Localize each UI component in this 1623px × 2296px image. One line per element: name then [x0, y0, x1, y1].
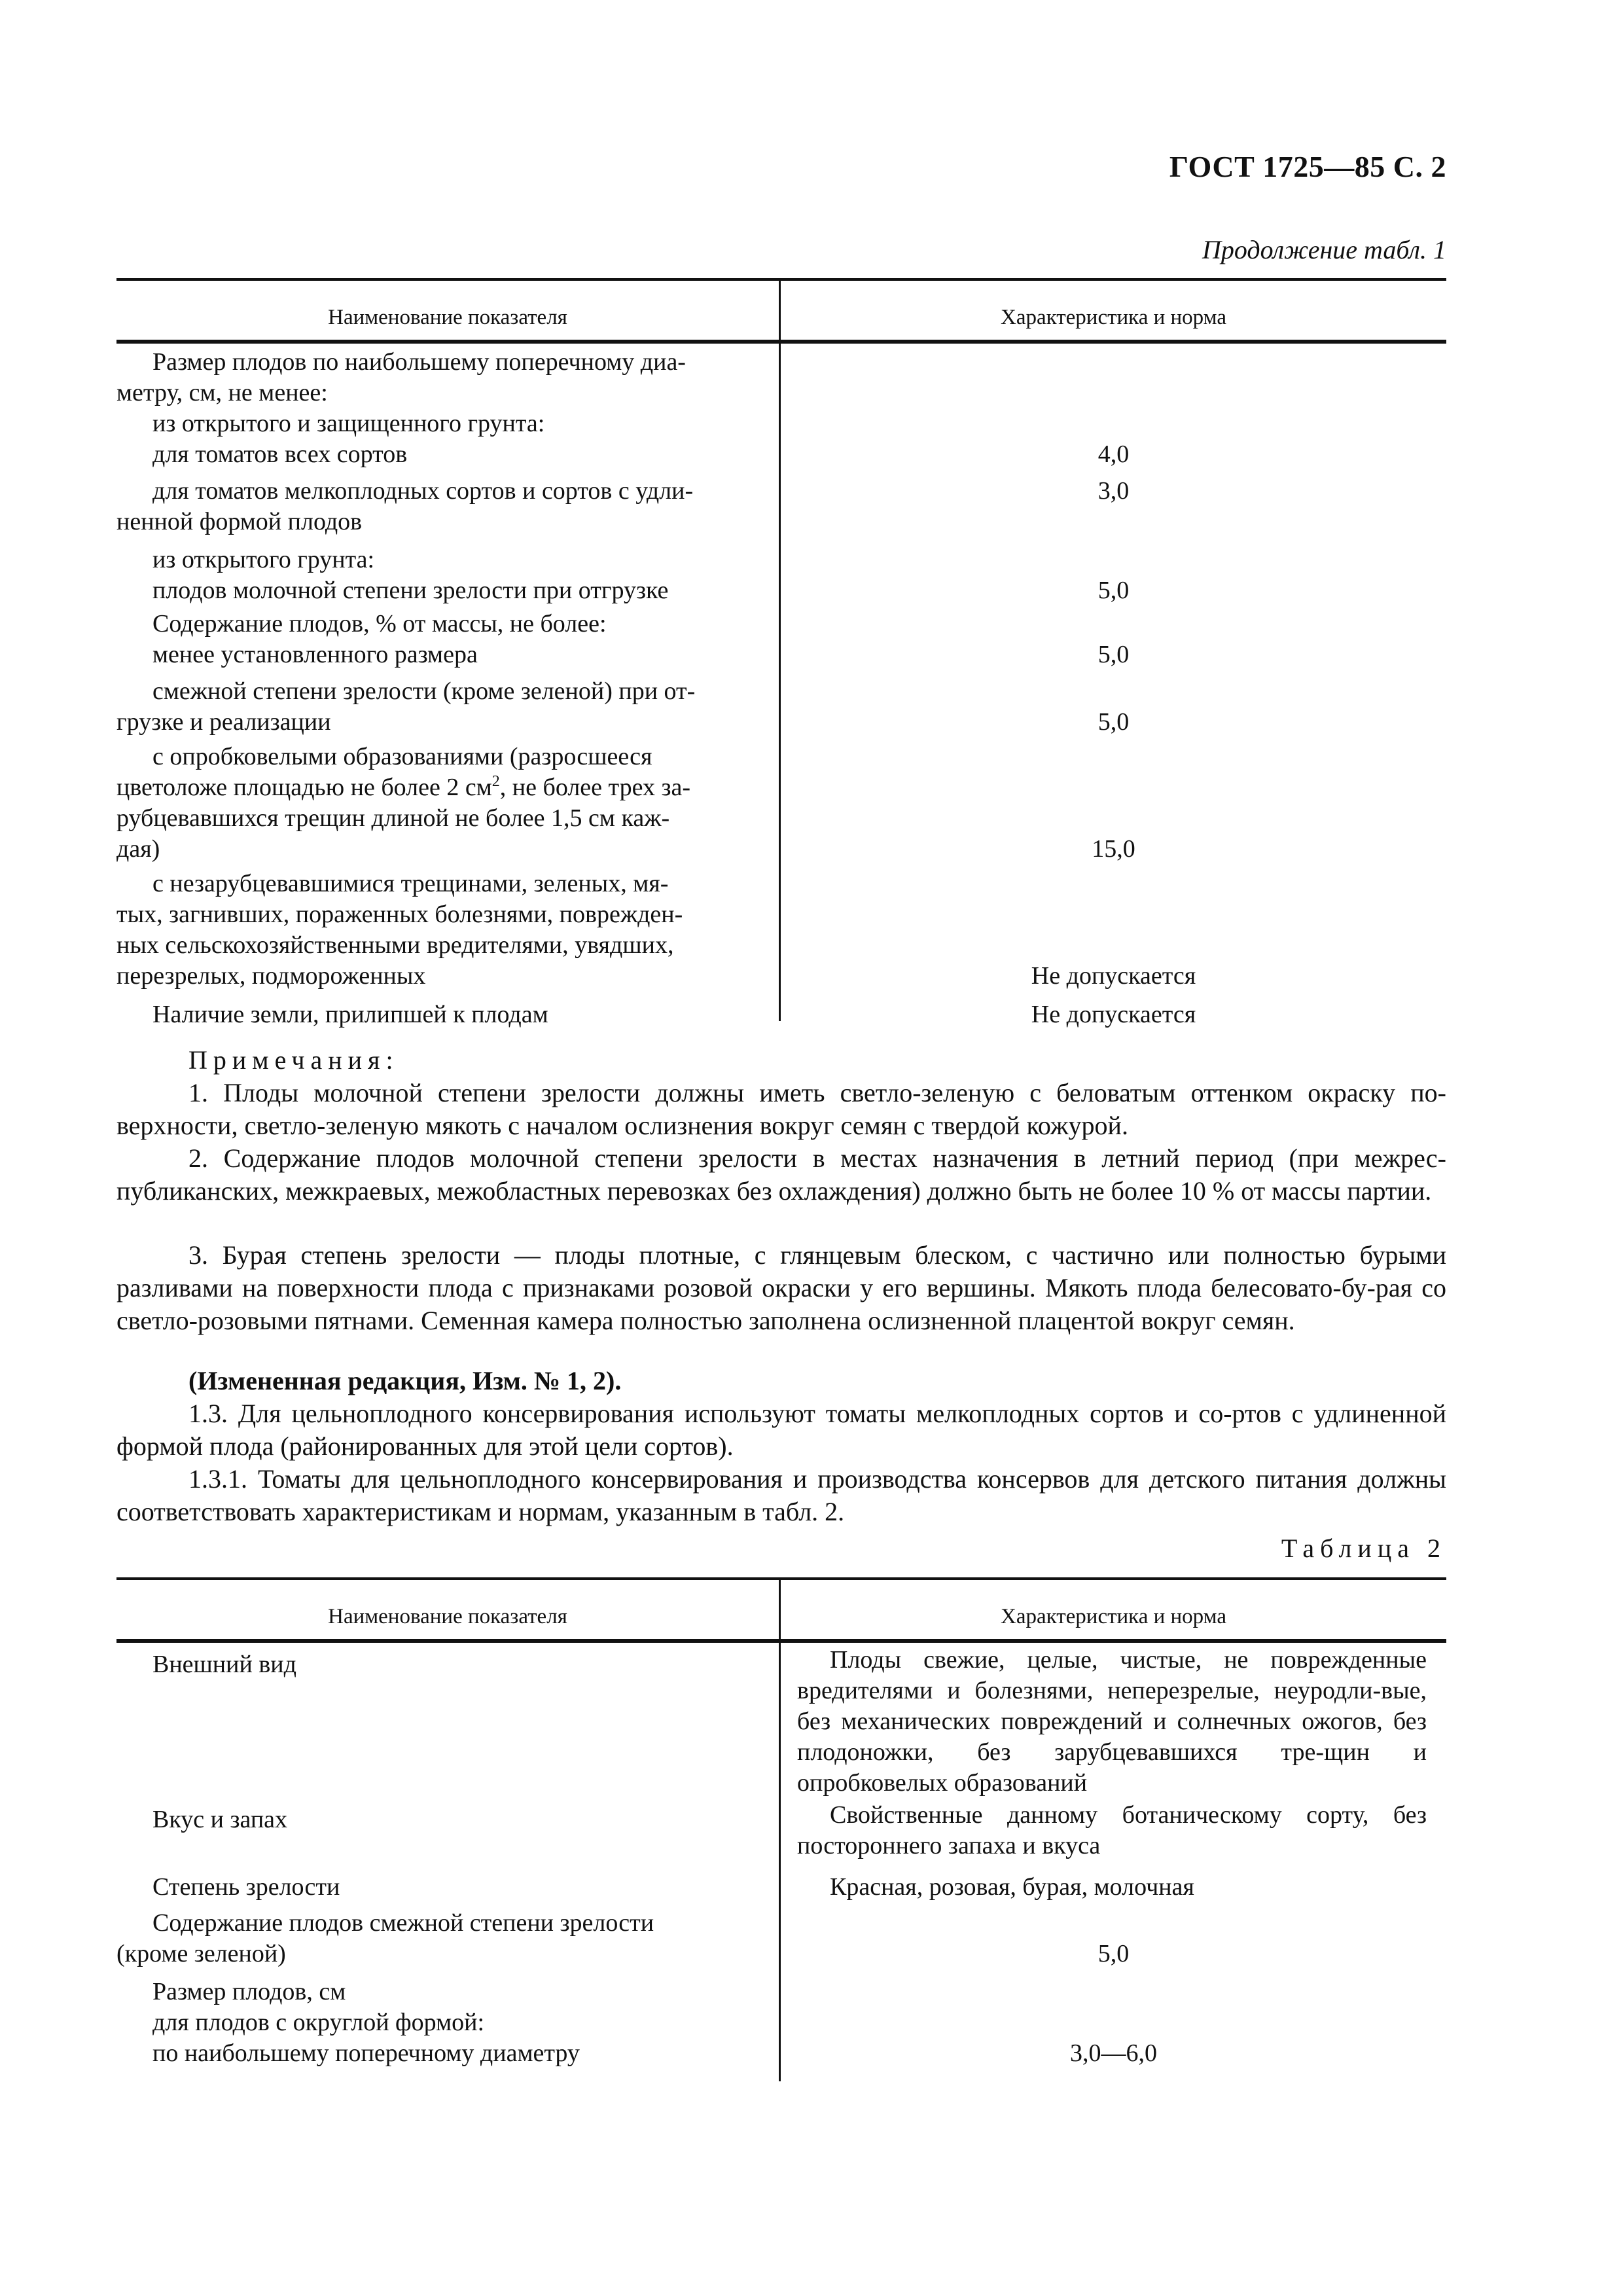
- table-1: [116, 278, 1446, 1028]
- col-header-value: Характеристика и норма: [1001, 306, 1226, 329]
- row-value: Свойственные данному ботаническому сорту, без постороннего запаха и вкуса: [797, 1801, 1427, 1859]
- col-header-name: Наименование показателя: [328, 306, 567, 329]
- paragraph-1-3: 1.3. Для цельноплодного консервирования используют томаты мелкоплодных сортов и со-ртов с удлиненной формой плода (районированных для этой цели сортов).: [116, 1399, 1446, 1461]
- table-top-rule: [116, 278, 1446, 281]
- row-value: Не допускается: [1031, 1001, 1196, 1028]
- table-row: Вкус и запах: [152, 1806, 288, 1833]
- paragraph-1-3-1: 1.3.1. Томаты для цельноплодного консервирования и производства консервов для детского питания должны соответствовать характеристикам и нормам, указанным в табл. 2.: [116, 1464, 1446, 1526]
- row-value: 3,0—6,0: [1070, 2039, 1157, 2067]
- table-row: Наличие земли, прилипшей к плодам: [152, 1001, 548, 1028]
- row-value: 4,0: [1097, 440, 1130, 468]
- table-row: Содержание плодов смежной степени зрелости (кроме зеленой): [116, 1909, 654, 1967]
- notes-title: Примечания:: [188, 1045, 399, 1075]
- col-header-name: Наименование показателя: [328, 1605, 567, 1628]
- amendment-note: (Измененная редакция, Изм. № 1, 2).: [188, 1366, 622, 1395]
- table-row: Степень зрелости: [152, 1873, 340, 1901]
- row-value: 5,0: [1097, 641, 1130, 668]
- header-rule: [116, 340, 1446, 344]
- note-3: 3. Бурая степень зрелости — плоды плотные, с глянцевым блеском, с частично или полностью бурыми разливами на поверхности плода с признаками розовой окраски у его вершины. Мякоть плода белесовато-бу-рая со светло-розовыми пятнами. Семенная камера полностью заполнена ослизненной плацентой вокруг семян.: [116, 1240, 1446, 1335]
- note-1: 1. Плоды молочной степени зрелости должны иметь светло-зеленую с беловатым оттенком окраску по-верхности, светло-зеленую мякоть с началом ослизнения вокруг семян с твердой кожурой.: [116, 1078, 1446, 1140]
- row-value: Не допускается: [1031, 962, 1196, 990]
- col-header-value: Характеристика и норма: [1001, 1605, 1226, 1628]
- row-value: Плоды свежие, целые, чистые, не поврежденные вредителями и болезнями, неперезрелые, неуродли-вые, без механических повреждений и солнечных ожогов, без плодоножки, без зарубцевавшихся тре-щин и опробковелых образований: [797, 1646, 1427, 1797]
- row-value: Красная, розовая, бурая, молочная: [830, 1873, 1194, 1901]
- table-row: Размер плодов, см для плодов с округлой формой: по наибольшему поперечному диаметру: [152, 1978, 580, 2067]
- row-value: 3,0: [1097, 477, 1130, 505]
- header-rule: [116, 1639, 1446, 1643]
- note-2: 2. Содержание плодов молочной степени зрелости в местах назначения в летний период (при межрес-публиканских, межкраевых, межобластных перевозках без охлаждения) должно быть не более 10 % от массы партии.: [116, 1143, 1446, 1206]
- table-2: [116, 1577, 1446, 2081]
- row-value: 5,0: [1097, 708, 1130, 736]
- table-row: из открытого грунта: плодов молочной степени зрелости при отгрузке: [152, 546, 669, 604]
- table-top-rule: [116, 1577, 1446, 1580]
- row-value: 15,0: [1092, 835, 1135, 863]
- table-continuation-label: Продолжение табл. 1: [1202, 235, 1446, 264]
- table-row: Внешний вид: [152, 1651, 296, 1678]
- table-row: с опробковелыми образованиями (разросшееся цветоложе площадью не более 2 $см^2$, не более трех за- рубцевавшихся трещин длиной не более 1,5 см каж- дая): [116, 743, 690, 863]
- row-value: 5,0: [1097, 577, 1130, 604]
- table-row: с незарубцевавшимися трещинами, зеленых, мя- тых, загнивших, пораженных болезнями, поврежден- ных сельскохозяйственными вредителями, увядших, перезрелых, подмороженных: [116, 870, 683, 990]
- table-row: для томатов мелкоплодных сортов и сортов с удли- ненной формой плодов: [116, 477, 694, 535]
- document-reference: ГОСТ 1725—85 С. 2: [1169, 150, 1446, 183]
- table-row: Содержание плодов, % от массы, не более: менее установленного размера: [152, 610, 607, 668]
- table-row: Размер плодов по наибольшему поперечному диа- метру, см, не менее: из открытого и защищенного грунта: для томатов всех сортов: [116, 348, 686, 468]
- table-2-caption: Таблица 2: [1281, 1534, 1446, 1563]
- table-row: смежной степени зрелости (кроме зеленой) при от- грузке и реализации: [116, 677, 696, 736]
- row-value: 5,0: [1097, 1940, 1130, 1967]
